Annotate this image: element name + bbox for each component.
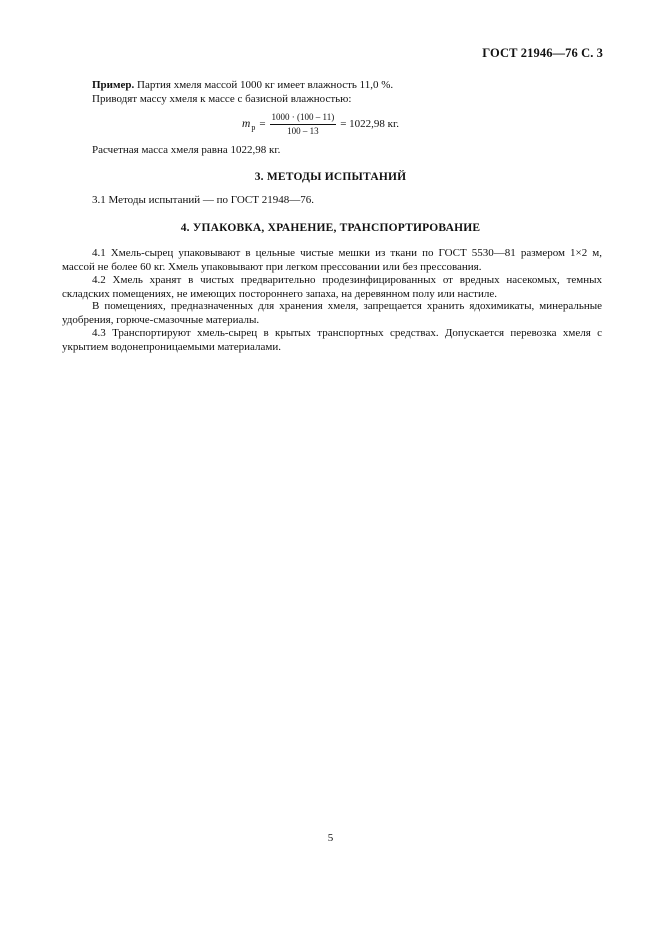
section-4-paragraph-2: 4.2 Хмель хранят в чистых предварительно продезинфицированных от вредных насекомых, темных складских помещениях, не имеющих постороннего запаха, на деревянном полу или настиле. (62, 274, 602, 300)
section-4-title: 4. УПАКОВКА, ХРАНЕНИЕ, ТРАНСПОРТИРОВАНИЕ (180, 222, 481, 234)
mass-formula (242, 110, 399, 138)
page-number: 5 (327, 832, 334, 844)
section-4-paragraph-1: 4.1 Хмель-сырец упаковывают в цельные чистые мешки из ткани по ГОСТ 5530—81 размером 1×2 м, массой не более 60 кг. Хмель упаковывают при легком прессовании или без прессования. (62, 247, 602, 273)
section-3-title: 3. МЕТОДЫ ИСПЫТАНИЙ (254, 171, 407, 183)
section-3-paragraph-1: 3.1 Методы испытаний — по ГОСТ 21948—76. (92, 194, 314, 206)
example-text: Партия хмеля массой 1000 кг имеет влажность 11,0 %. (134, 79, 394, 91)
page-header: ГОСТ 21946—76 С. 3 (482, 46, 603, 60)
example-line-2: Приводят массу хмеля к массе с базисной влажностью: (92, 93, 352, 105)
section-4-paragraph-3: В помещениях, предназначенных для хранения хмеля, запрещается хранить ядохимикаты, минеральные удобрения, горюче-смазочные материалы. (62, 300, 602, 326)
section-4-paragraph-4: 4.3 Транспортируют хмель-сырец в крытых транспортных средствах. Допускается перевозка хмеля с укрытием водонепроницаемыми материалами. (62, 327, 602, 353)
formula-subscript: р (251, 122, 256, 132)
formula-denominator: 100 – 13 (287, 125, 319, 136)
formula-variable: m (242, 118, 251, 130)
example-line-1 (92, 78, 602, 92)
example-label: Пример. (92, 79, 135, 91)
formula-numerator: 1000 · (100 – 11) (270, 112, 337, 125)
formula-fraction (270, 112, 337, 137)
formula-result: = 1022,98 кг. (340, 118, 400, 130)
calc-result: Расчетная масса хмеля равна 1022,98 кг. (92, 144, 281, 156)
formula-equals: = (259, 118, 266, 130)
